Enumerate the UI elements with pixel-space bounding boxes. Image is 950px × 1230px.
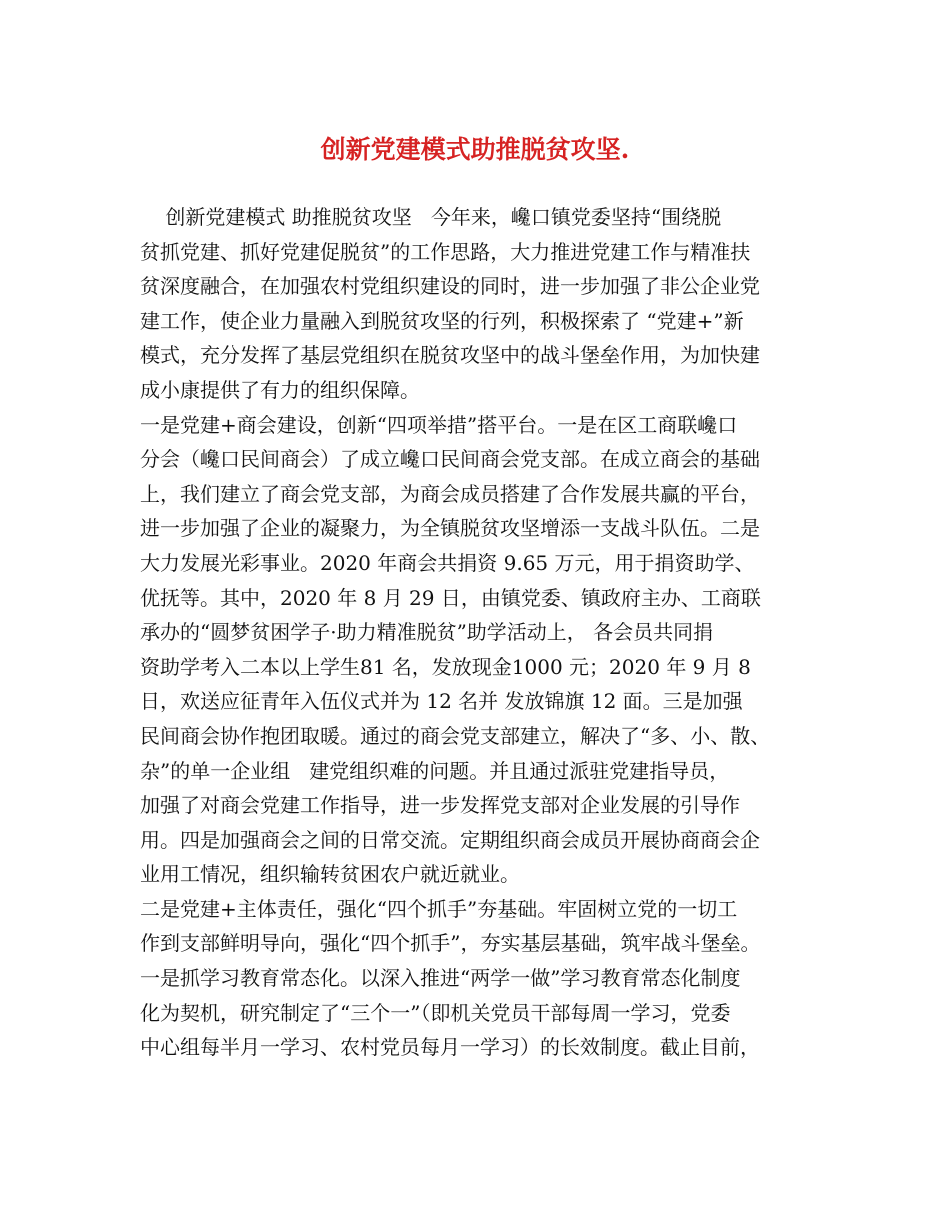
paragraph-line: 上，我们建立了商会党支部，为商会成员搭建了合作发展共赢的平台，	[140, 481, 760, 506]
paragraph-line: 加强了对商会党建工作指导，进一步发挥党支部对企业发展的引导作	[140, 793, 740, 818]
paragraph-line: 进一步加强了企业的凝聚力，为全镇脱贫攻坚增添一支战斗队伍。二是	[140, 516, 760, 541]
paragraph-line: 承办的“圆梦贫困学子·助力精准脱贫”助学活动上， 各会员共同捐	[140, 620, 714, 645]
paragraph-line: 创新党建模式 助推脱贫攻坚 今年来，巉口镇党委坚持“围绕脱	[140, 205, 722, 229]
paragraph-line: 二是党建+主体责任，强化“四个抓手”夯基础。牢固树立党的一切工	[140, 896, 738, 921]
paragraph-line: 用。四是加强商会之间的日常交流。定期组织商会成员开展协商商会企	[140, 827, 760, 852]
paragraph-line: 优抚等。其中，2020 年 8 月 29 日，由镇党委、镇政府主办、工商联	[140, 585, 761, 610]
document-body	[140, 200, 830, 1065]
paragraph-line: 一是党建+商会建设，创新“四项举措”搭平台。一是在区工商联巉口	[140, 412, 738, 437]
paragraph-line: 一是抓学习教育常态化。以深入推进“两学一做”学习教育常态化制度	[140, 966, 741, 991]
paragraph-line: 模式，充分发挥了基层党组织在脱贫攻坚中的战斗堡垒作用，为加快建	[140, 343, 760, 368]
paragraph-line: 化为契机，研究制定了“三个一”（即机关党员干部每周一学习，党委	[140, 1000, 731, 1025]
paragraph-line: 建工作，使企业力量融入到脱贫攻坚的行列，积极探索了 “党建+”新	[140, 308, 744, 333]
paragraph-line: 业用工情况，组织输转贫困农户就近就业。	[140, 862, 520, 887]
document-title: 创新党建模式助推脱贫攻坚.	[320, 135, 630, 164]
paragraph-line: 民间商会协作抱团取暖。通过的商会党支部建立，解决了“多、小、散、	[140, 723, 771, 748]
paragraph-line: 杂”的单一企业组 建党组织难的问题。并且通过派驻党建指导员，	[140, 758, 730, 783]
paragraph-line: 贫深度融合，在加强农村党组织建设的同时，进一步加强了非公企业党	[140, 274, 760, 299]
paragraph-line: 日，欢送应征青年入伍仪式并为 12 名并 发放锦旗 12 面。三是加强	[140, 689, 743, 714]
paragraph-line: 成小康提供了有力的组织保障。	[140, 377, 420, 402]
paragraph-line: 资助学考入二本以上学生81 名，发放现金1000 元；2020 年 9 月 8	[140, 654, 751, 679]
paragraph-line: 中心组每半月一学习、农村党员每月一学习）的长效制度。截止目前，	[140, 1035, 760, 1060]
paragraph-line: 贫抓党建、抓好党建促脱贫”的工作思路，大力推进党建工作与精准扶	[140, 239, 751, 264]
paragraph-line: 分会（巉口民间商会）了成立巉口民间商会党支部。在成立商会的基础	[140, 447, 760, 472]
paragraph-line: 大力发展光彩事业。2020 年商会共捐资 9.65 万元，用于捐资助学、	[140, 550, 755, 575]
paragraph-line: 作到支部鲜明导向，强化“四个抓手”，夯实基层基础，筑牢战斗堡垒。	[140, 931, 761, 956]
